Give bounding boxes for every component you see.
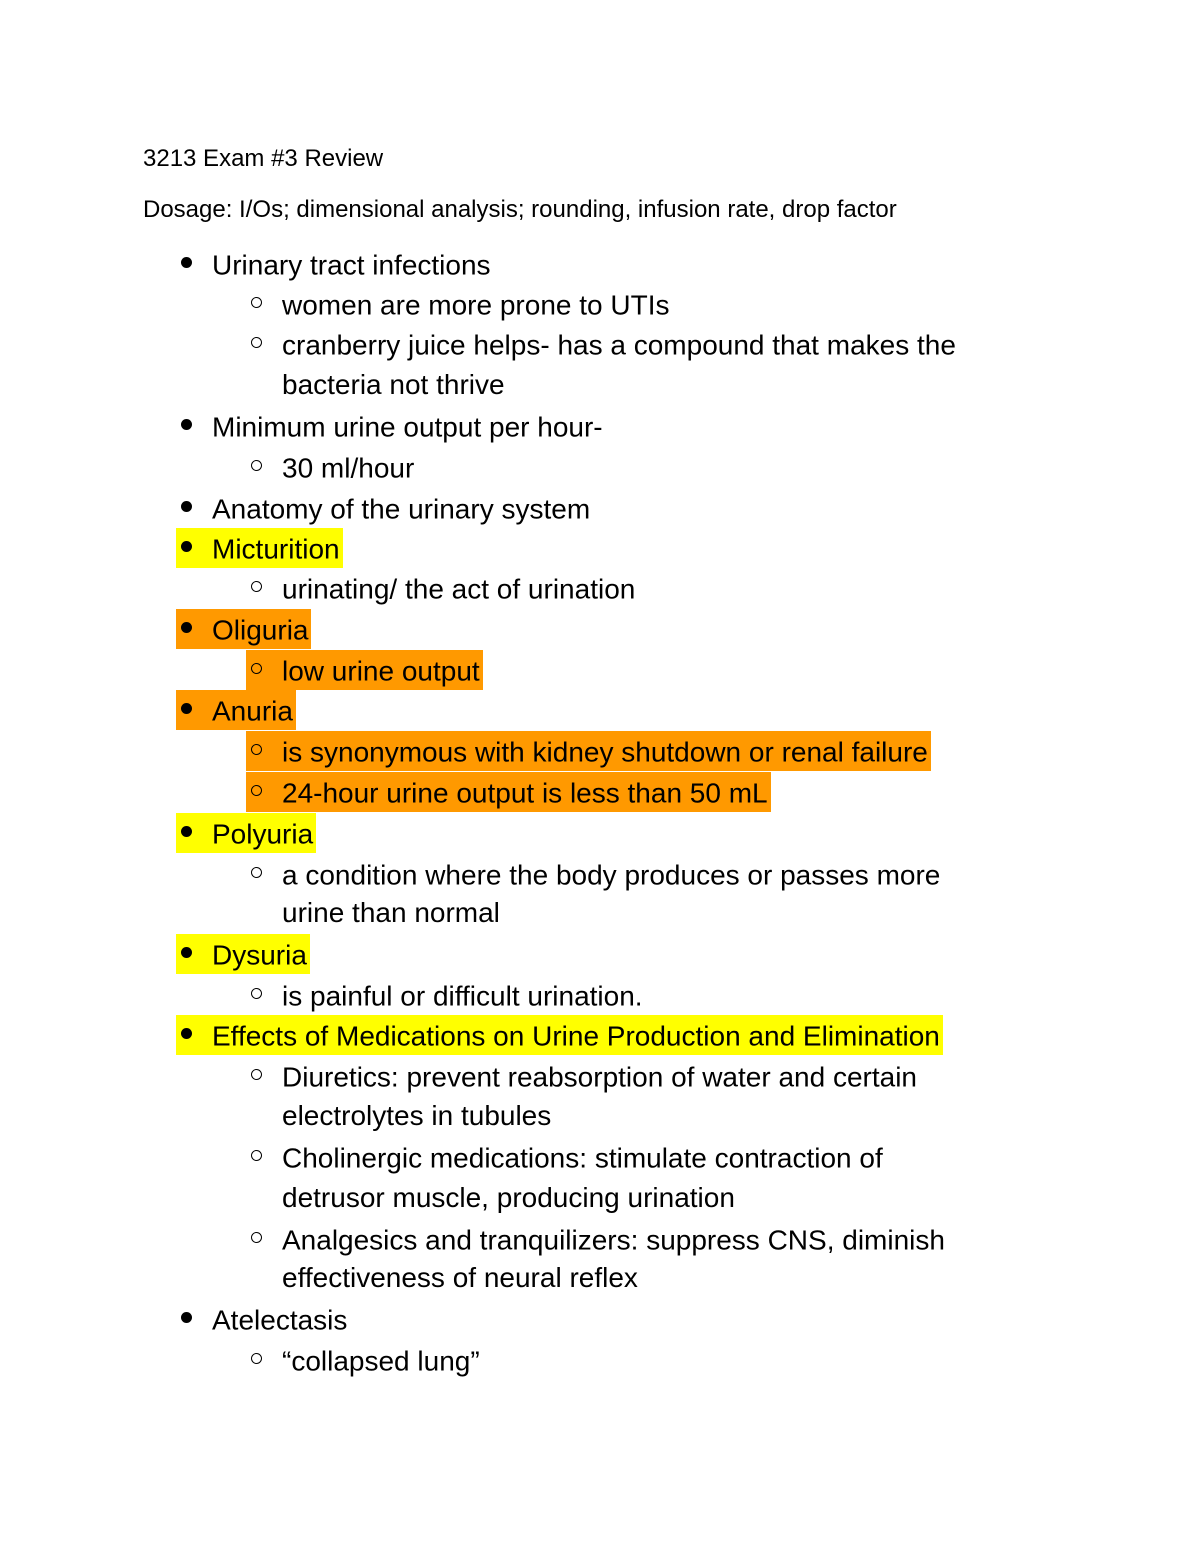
list-item-text: Oliguria <box>212 614 309 646</box>
list-item-text: Anatomy of the urinary system <box>212 493 591 525</box>
circle-bullet-icon <box>246 1136 282 1176</box>
sub-list-item-continuation: electrolytes in tubules <box>282 1100 552 1131</box>
sub-list-item-highlighted <box>246 772 771 812</box>
circle-bullet-icon <box>246 974 282 1014</box>
sub-list-item-text: is synonymous with kidney shutdown or renal failure <box>282 736 928 768</box>
bullet-icon <box>176 608 212 648</box>
sub-list-item <box>246 1219 945 1259</box>
list-item-highlighted <box>176 1015 943 1055</box>
list-item-highlighted <box>176 609 311 649</box>
sub-list-item <box>246 975 643 1015</box>
circle-bullet-icon <box>246 567 282 607</box>
circle-bullet-icon <box>246 1055 282 1095</box>
circle-bullet-icon <box>246 771 282 811</box>
bullet-icon <box>176 405 212 445</box>
sub-list-item <box>246 324 956 364</box>
sub-list-item <box>246 1340 480 1380</box>
sub-list-item-highlighted <box>246 731 931 771</box>
circle-bullet-icon <box>246 283 282 323</box>
sub-list-item-text: “collapsed lung” <box>282 1345 480 1377</box>
circle-bullet-icon <box>246 446 282 486</box>
sub-list-item-highlighted <box>246 650 483 690</box>
sub-list-item-continuation: urine than normal <box>282 897 500 928</box>
list-item-highlighted <box>176 934 310 974</box>
sub-list-item <box>246 1056 917 1096</box>
sub-list-item <box>246 447 414 487</box>
list-item-text: Anuria <box>212 695 293 727</box>
circle-bullet-icon <box>246 323 282 363</box>
circle-bullet-icon <box>246 1339 282 1379</box>
bullet-icon <box>176 1014 212 1054</box>
bullet-icon <box>176 487 212 527</box>
document-title: 3213 Exam #3 Review <box>143 145 384 172</box>
list-item <box>176 244 491 284</box>
sub-list-item-text: a condition where the body produces or passes more <box>282 859 941 891</box>
list-item-text: Urinary tract infections <box>212 249 491 281</box>
document-subtitle: Dosage: I/Os; dimensional analysis; rounding, infusion rate, drop factor <box>143 196 897 223</box>
bullet-icon <box>176 527 212 567</box>
sub-list-item-text: Analgesics and tranquilizers: suppress CNS, diminish <box>282 1224 945 1256</box>
list-item-text: Polyuria <box>212 818 314 850</box>
list-item <box>176 1299 347 1339</box>
sub-list-item <box>246 1137 883 1177</box>
sub-list-item <box>246 568 635 608</box>
sub-list-item <box>246 284 670 324</box>
list-item-text: Dysuria <box>212 939 307 971</box>
sub-list-item-text: Diuretics: prevent reabsorption of water and certain <box>282 1061 917 1093</box>
list-item <box>176 406 603 446</box>
circle-bullet-icon <box>246 649 282 689</box>
bullet-icon <box>176 243 212 283</box>
circle-bullet-icon <box>246 1218 282 1258</box>
sub-list-item-text: urinating/ the act of urination <box>282 573 636 605</box>
bullet-icon <box>176 933 212 973</box>
list-item-text: Atelectasis <box>212 1304 348 1336</box>
sub-list-item-continuation: bacteria not thrive <box>282 369 505 400</box>
list-item-highlighted <box>176 813 316 853</box>
sub-list-item-text: low urine output <box>282 655 480 687</box>
sub-list-item-text: women are more prone to UTIs <box>282 289 670 321</box>
sub-list-item-text: Cholinergic medications: stimulate contraction of <box>282 1142 883 1174</box>
sub-list-item-text: 24-hour urine output is less than 50 mL <box>282 777 768 809</box>
list-item <box>176 488 590 528</box>
bullet-icon <box>176 689 212 729</box>
sub-list-item-text: is painful or difficult urination. <box>282 980 643 1012</box>
list-item-text: Micturition <box>212 533 340 565</box>
list-item-highlighted <box>176 690 296 730</box>
sub-list-item-text: 30 ml/hour <box>282 452 415 484</box>
bullet-icon <box>176 1298 212 1338</box>
circle-bullet-icon <box>246 730 282 770</box>
sub-list-item-continuation: effectiveness of neural reflex <box>282 1262 638 1293</box>
list-item-text: Effects of Medications on Urine Production and Elimination <box>212 1020 940 1052</box>
sub-list-item-text: cranberry juice helps- has a compound that makes the <box>282 329 956 361</box>
sub-list-item <box>246 854 940 894</box>
bullet-icon <box>176 812 212 852</box>
sub-list-item-continuation: detrusor muscle, producing urination <box>282 1182 735 1213</box>
list-item-highlighted <box>176 528 343 568</box>
circle-bullet-icon <box>246 853 282 893</box>
list-item-text: Minimum urine output per hour- <box>212 411 603 443</box>
